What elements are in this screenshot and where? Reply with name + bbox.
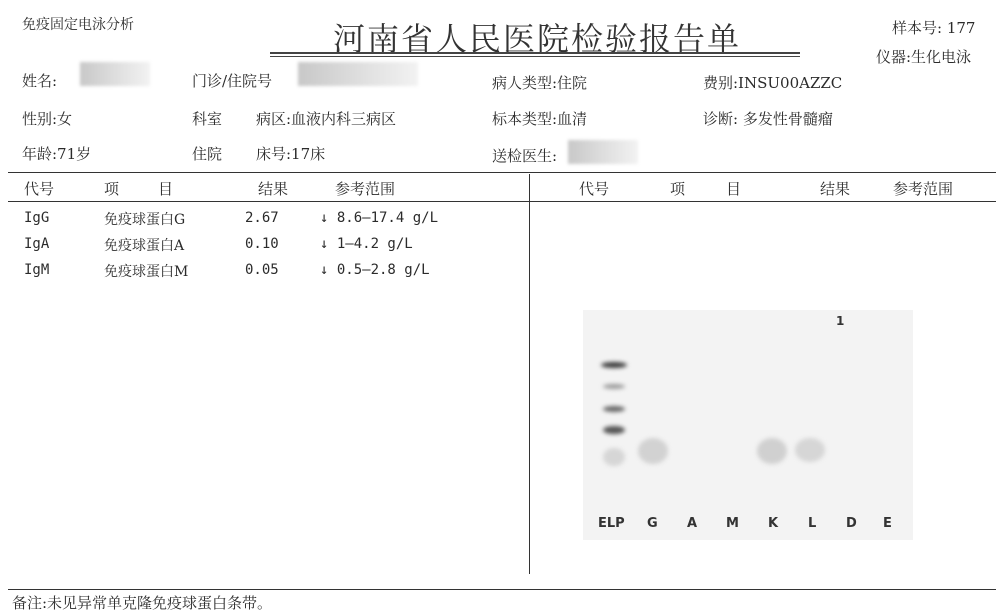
left-header-result: 结果 [258,180,289,198]
immunofixation-gel-image [583,310,913,540]
lane-label-elp: ELP [598,516,625,531]
diagnosis: 诊断: 多发性骨髓瘤 [703,110,833,128]
row-item: 免疫球蛋白M [104,264,189,280]
row-item: 免疫球蛋白G [104,212,186,228]
table-bottom-rule [8,589,996,590]
ward: 病区:血液内科三病区 [256,110,397,128]
lane-label-e: E [883,516,892,531]
redacted-doctor [568,140,638,164]
right-header-code: 代号 [579,180,610,198]
table-top-rule [8,172,996,173]
k-lane-band [757,438,787,464]
test-name: 免疫固定电泳分析 [22,17,134,33]
elp-band [603,426,625,434]
right-header-item-2: 目 [726,180,742,198]
row-range: ↓ 1—4.2 g/L [320,236,413,252]
patient-type: 病人类型:住院 [492,74,588,92]
l-lane-band [795,438,825,462]
gel-sample-number: 1 [836,314,845,328]
elp-band [603,384,625,389]
lane-label-a: A [687,516,698,531]
left-header-code: 代号 [24,180,55,198]
instrument: 仪器:生化电泳 [876,48,972,66]
table-header-rule [8,201,996,202]
specimen-type: 标本类型:血清 [492,110,588,128]
row-range: ↓ 8.6—17.4 g/L [320,210,439,226]
lane-label-g: G [647,516,658,531]
elp-band [601,362,627,368]
left-header-range: 参考范围 [335,180,396,198]
redacted-name [80,62,150,86]
row-result: 2.67 [245,210,279,226]
lane-label-k: K [768,516,779,531]
row-result: 0.05 [245,262,279,278]
sex: 性别:女 [22,110,73,128]
name-label: 姓名: [22,72,58,90]
inpatient-label: 住院 [192,145,223,163]
remark: 备注:未见异常单克隆免疫球蛋白条带。 [12,594,273,612]
row-result: 0.10 [245,236,279,252]
table-divider [529,174,530,574]
row-code: IgG [24,210,50,226]
redacted-id [298,62,418,86]
lane-label-d: D [846,516,857,531]
lane-label-m: M [726,516,739,531]
outpatient-label: 门诊/住院号 [192,72,273,90]
lane-label-l: L [808,516,817,531]
report-title: 河南省人民医院检验报告单 [333,20,742,58]
age: 年龄:71岁 [22,145,92,163]
right-header-item-1: 项 [670,180,686,198]
left-header-item-2: 目 [158,180,174,198]
row-item: 免疫球蛋白A [104,238,185,254]
right-header-result: 结果 [820,180,851,198]
right-header-range: 参考范围 [893,180,954,198]
row-range: ↓ 0.5—2.8 g/L [320,262,430,278]
sample-number: 样本号: 177 [892,19,976,37]
row-code: IgM [24,262,50,278]
fee-type: 费别:INSU00AZZC [703,74,843,92]
g-lane-band [638,438,668,464]
title-underline-2 [270,56,800,57]
title-underline [270,52,800,54]
dept-label: 科室 [192,110,223,128]
doctor-label: 送检医生: [492,147,558,165]
elp-band [603,448,625,466]
elp-band [603,406,625,412]
left-header-item-1: 项 [104,180,120,198]
bed: 床号:17床 [256,145,326,163]
row-code: IgA [24,236,50,252]
